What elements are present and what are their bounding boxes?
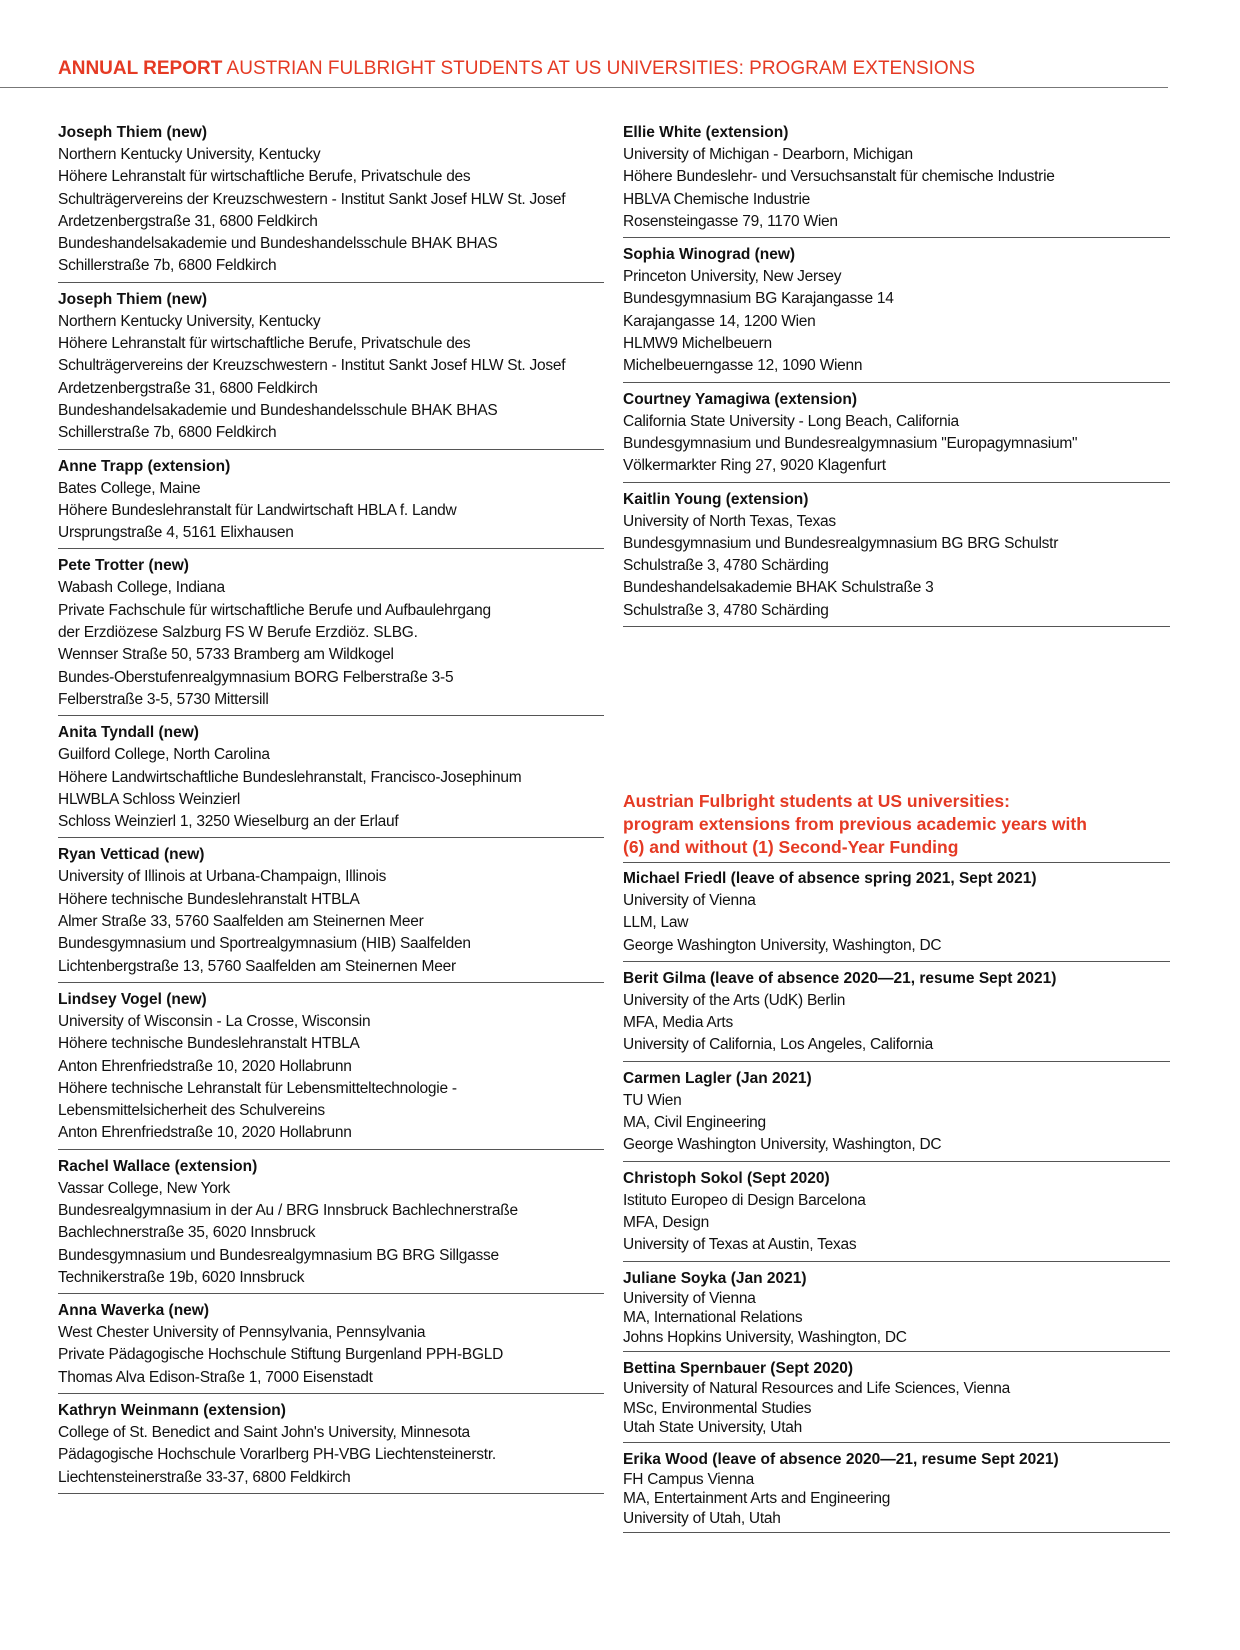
entry-line: George Washington University, Washington, DC bbox=[623, 1136, 942, 1154]
entry-line: Höhere Landwirtschaftliche Bundeslehranstalt, Francisco-Josephinum bbox=[58, 768, 522, 786]
entry-line: Schulträgervereins der Kreuzschwestern - Institut Sankt Josef HLW St. Josef bbox=[58, 357, 566, 375]
student-name: Courtney Yamagiwa (extension) bbox=[623, 390, 857, 408]
student-name: Carmen Lagler (Jan 2021) bbox=[623, 1069, 812, 1087]
entry-line: West Chester University of Pennsylvania, Pennsylvania bbox=[58, 1324, 426, 1342]
entry-line: Northern Kentucky University, Kentucky bbox=[58, 312, 321, 330]
student-name: Erika Wood (leave of absence 2020—21, resume Sept 2021) bbox=[623, 1450, 1059, 1468]
entry-line: Wabash College, Indiana bbox=[58, 579, 225, 597]
entry-line: Höhere Lehranstalt für wirtschaftliche Berufe, Privatschule des bbox=[58, 335, 471, 353]
student-name: Pete Trotter (new) bbox=[58, 557, 189, 575]
entry-line: Anton Ehrenfriedstraße 10, 2020 Hollabrunn bbox=[58, 1124, 352, 1142]
entry-line: Lichtenbergstraße 13, 5760 Saalfelden am Steinernen Meer bbox=[58, 957, 456, 975]
student-entry bbox=[623, 389, 1170, 483]
entry-line: Guilford College, North Carolina bbox=[58, 746, 270, 764]
section-title-line: (6) and without (1) Second-Year Funding bbox=[623, 837, 959, 857]
entry-line: George Washington University, Washington, DC bbox=[623, 936, 942, 954]
entry-line: University of Vienna bbox=[623, 892, 756, 909]
entry-line: LLM, Law bbox=[623, 914, 689, 932]
student-name: Anna Waverka (new) bbox=[58, 1302, 210, 1320]
student-entry bbox=[58, 289, 604, 450]
entry-line: Schulträgervereins der Kreuzschwestern - Institut Sankt Josef HLW St. Josef bbox=[58, 190, 566, 208]
entry-line: Anton Ehrenfriedstraße 10, 2020 Hollabrunn bbox=[58, 1057, 352, 1075]
entry-line: University of Vienna bbox=[623, 1289, 756, 1307]
entry-line: California State University - Long Beach, California bbox=[623, 412, 959, 430]
extension-entry bbox=[623, 1268, 1170, 1353]
entry-line: MFA, Media Arts bbox=[623, 1014, 733, 1032]
entry-line: Höhere technische Lehranstalt für Lebensmitteltechnologie - bbox=[58, 1079, 457, 1097]
entry-line: Lebensmittelsicherheit des Schulvereins bbox=[58, 1102, 325, 1120]
student-name: Michael Friedl (leave of absence spring 2021, Sept 2021) bbox=[623, 870, 1037, 887]
student-entry bbox=[58, 844, 604, 982]
entry-line: Schillerstraße 7b, 6800 Feldkirch bbox=[58, 424, 277, 442]
entry-line: Höhere technische Bundeslehranstalt HTBLA bbox=[58, 890, 360, 908]
entry-line: Ardetzenbergstraße 31, 6800 Feldkirch bbox=[58, 379, 318, 397]
student-entry bbox=[623, 244, 1170, 382]
extension-entry bbox=[623, 868, 1170, 962]
entry-line: Höhere Lehranstalt für wirtschaftliche Berufe, Privatschule des bbox=[58, 168, 471, 186]
student-entry bbox=[58, 456, 604, 550]
entry-line: University of Michigan - Dearborn, Michigan bbox=[623, 146, 913, 163]
student-name: Joseph Thiem (new) bbox=[58, 290, 207, 308]
student-name: Joseph Thiem (new) bbox=[58, 124, 207, 141]
student-entry bbox=[623, 122, 1170, 238]
student-name: Christoph Sokol (Sept 2020) bbox=[623, 1169, 830, 1187]
entry-line: Bates College, Maine bbox=[58, 479, 201, 497]
student-name: Berit Gilma (leave of absence 2020—21, resume Sept 2021) bbox=[623, 969, 1057, 987]
page-header bbox=[58, 58, 1168, 80]
entry-line: College of St. Benedict and Saint John's University, Minnesota bbox=[58, 1424, 470, 1442]
student-name: Juliane Soyka (Jan 2021) bbox=[623, 1269, 807, 1287]
entry-line: Höhere Bundeslehr- und Versuchsanstalt für chemische Industrie bbox=[623, 168, 1055, 186]
entry-line: Bundeshandelsakademie und Bundeshandelsschule BHAK BHAS bbox=[58, 401, 498, 419]
entry-line: Ardetzenbergstraße 31, 6800 Feldkirch bbox=[58, 212, 318, 230]
entry-line: HBLVA Chemische Industrie bbox=[623, 190, 811, 208]
entry-line: Wennser Straße 50, 5733 Bramberg am Wildkogel bbox=[58, 646, 394, 664]
entry-line: University of Illinois at Urbana-Champaign, Illinois bbox=[58, 868, 387, 886]
entry-line: Private Pädagogische Hochschule Stiftung Burgenland PPH-BGLD bbox=[58, 1346, 504, 1364]
entry-line: University of the Arts (UdK) Berlin bbox=[623, 991, 846, 1009]
entry-line: Höhere technische Bundeslehranstalt HTBLA bbox=[58, 1035, 360, 1053]
entry-line: University of California, Los Angeles, California bbox=[623, 1036, 933, 1054]
entry-line: Liechtensteinerstraße 33-37, 6800 Feldkirch bbox=[58, 1468, 351, 1486]
header-annual-report: ANNUAL REPORT bbox=[58, 58, 223, 79]
entry-line: Bundesrealgymnasium in der Au / BRG Innsbruck Bachlechnerstraße bbox=[58, 1201, 518, 1219]
entry-line: MA, Entertainment Arts and Engineering bbox=[623, 1490, 891, 1508]
student-name: Kathryn Weinmann (extension) bbox=[58, 1402, 286, 1420]
left-column bbox=[58, 122, 604, 1500]
entry-line: Felberstraße 3-5, 5730 Mittersill bbox=[58, 690, 269, 708]
header-title: AUSTRIAN FULBRIGHT STUDENTS AT US UNIVERSITIES: PROGRAM EXTENSIONS bbox=[222, 58, 976, 79]
entry-line: Bundesgymnasium und Bundesrealgymnasium "Europagymnasium" bbox=[623, 434, 1078, 452]
entry-line: Utah State University, Utah bbox=[623, 1419, 803, 1437]
header-divider bbox=[0, 87, 1168, 88]
entry-line: Ursprungstraße 4, 5161 Elixhausen bbox=[58, 524, 294, 542]
entry-line: Johns Hopkins University, Washington, DC bbox=[623, 1328, 907, 1346]
entry-line: University of Texas at Austin, Texas bbox=[623, 1236, 857, 1254]
entry-line: Almer Straße 33, 5760 Saalfelden am Steinernen Meer bbox=[58, 913, 424, 931]
entry-line: Bachlechnerstraße 35, 6020 Innsbruck bbox=[58, 1224, 316, 1242]
entry-line: Northern Kentucky University, Kentucky bbox=[58, 146, 321, 163]
entry-line: Bundeshandelsakademie und Bundeshandelsschule BHAK BHAS bbox=[58, 235, 498, 253]
entry-line: Bundeshandelsakademie BHAK Schulstraße 3 bbox=[623, 579, 934, 597]
entry-line: University of Wisconsin - La Crosse, Wisconsin bbox=[58, 1012, 371, 1030]
entry-line: Bundesgymnasium und Sportrealgymnasium (HIB) Saalfelden bbox=[58, 935, 471, 953]
entry-line: Bundesgymnasium BG Karajangasse 14 bbox=[623, 290, 894, 308]
entry-line: Rosensteingasse 79, 1170 Wien bbox=[623, 212, 838, 230]
student-name: Anne Trapp (extension) bbox=[58, 457, 231, 475]
extension-entry bbox=[623, 1358, 1170, 1443]
student-entry bbox=[58, 1156, 604, 1294]
entry-line: HLWBLA Schloss Weinzierl bbox=[58, 790, 241, 808]
student-name: Ryan Vetticad (new) bbox=[58, 846, 205, 864]
entry-line: FH Campus Vienna bbox=[623, 1470, 754, 1488]
entry-line: TU Wien bbox=[623, 1091, 682, 1109]
extension-entry bbox=[623, 1449, 1170, 1534]
entry-line: Vassar College, New York bbox=[58, 1179, 231, 1197]
section-title-line: Austrian Fulbright students at US universities: bbox=[623, 791, 1010, 811]
student-entry bbox=[58, 1300, 604, 1394]
student-entry bbox=[623, 489, 1170, 627]
student-entry bbox=[58, 722, 604, 838]
entry-line: Technikerstraße 19b, 6020 Innsbruck bbox=[58, 1268, 305, 1286]
student-entry bbox=[58, 555, 604, 716]
section-title bbox=[623, 790, 1170, 863]
student-name: Lindsey Vogel (new) bbox=[58, 990, 207, 1008]
entry-line: MFA, Design bbox=[623, 1213, 709, 1231]
entry-line: Bundesgymnasium und Bundesrealgymnasium BG BRG Sillgasse bbox=[58, 1246, 499, 1264]
extension-entry bbox=[623, 1168, 1170, 1262]
student-name: Sophia Winograd (new) bbox=[623, 246, 796, 264]
entry-line: MA, Civil Engineering bbox=[623, 1114, 766, 1132]
entry-line: University of North Texas, Texas bbox=[623, 512, 836, 530]
entry-line: Bundesgymnasium und Bundesrealgymnasium BG BRG Schulstr bbox=[623, 534, 1059, 552]
entry-line: Karajangasse 14, 1200 Wien bbox=[623, 312, 816, 330]
extension-entry bbox=[623, 968, 1170, 1062]
student-name: Rachel Wallace (extension) bbox=[58, 1157, 258, 1175]
student-entry bbox=[58, 122, 604, 283]
entry-line: Private Fachschule für wirtschaftliche Berufe und Aufbaulehrgang bbox=[58, 601, 491, 619]
student-name: Bettina Spernbauer (Sept 2020) bbox=[623, 1360, 853, 1378]
entry-line: MSc, Environmental Studies bbox=[623, 1399, 812, 1417]
student-entry bbox=[58, 989, 604, 1150]
entry-line: Schloss Weinzierl 1, 3250 Wieselburg an der Erlauf bbox=[58, 813, 399, 831]
entry-line: Bundes-Oberstufenrealgymnasium BORG Felberstraße 3-5 bbox=[58, 668, 454, 686]
student-entry bbox=[58, 1400, 604, 1494]
entry-line: Schillerstraße 7b, 6800 Feldkirch bbox=[58, 257, 277, 275]
student-name: Ellie White (extension) bbox=[623, 124, 789, 141]
entry-line: HLMW9 Michelbeuern bbox=[623, 335, 772, 353]
entry-line: Schulstraße 3, 4780 Schärding bbox=[623, 557, 829, 575]
entry-line: University of Utah, Utah bbox=[623, 1509, 781, 1527]
entry-line: Völkermarkter Ring 27, 9020 Klagenfurt bbox=[623, 457, 886, 475]
right-column bbox=[623, 122, 1170, 633]
entry-line: Thomas Alva Edison-Straße 1, 7000 Eisenstadt bbox=[58, 1368, 373, 1386]
student-name: Kaitlin Young (extension) bbox=[623, 490, 809, 508]
entry-line: der Erzdiözese Salzburg FS W Berufe Erzdiöz. SLBG. bbox=[58, 624, 418, 642]
entry-line: MA, International Relations bbox=[623, 1309, 803, 1327]
entry-line: Höhere Bundeslehranstalt für Landwirtschaft HBLA f. Landw bbox=[58, 501, 457, 519]
entry-line: Schulstraße 3, 4780 Schärding bbox=[623, 601, 829, 619]
entry-line: University of Natural Resources and Life Sciences, Vienna bbox=[623, 1380, 1010, 1398]
student-name: Anita Tyndall (new) bbox=[58, 724, 199, 742]
section-title-line: program extensions from previous academic years with bbox=[623, 814, 1087, 834]
extensions-list bbox=[623, 868, 1170, 1539]
entry-line: Istituto Europeo di Design Barcelona bbox=[623, 1191, 866, 1209]
entry-line: Princeton University, New Jersey bbox=[623, 268, 842, 286]
entry-line: Michelbeuerngasse 12, 1090 Wienn bbox=[623, 357, 863, 375]
extension-entry bbox=[623, 1068, 1170, 1162]
entry-line: Pädagogische Hochschule Vorarlberg PH-VBG Liechtensteinerstr. bbox=[58, 1446, 496, 1464]
